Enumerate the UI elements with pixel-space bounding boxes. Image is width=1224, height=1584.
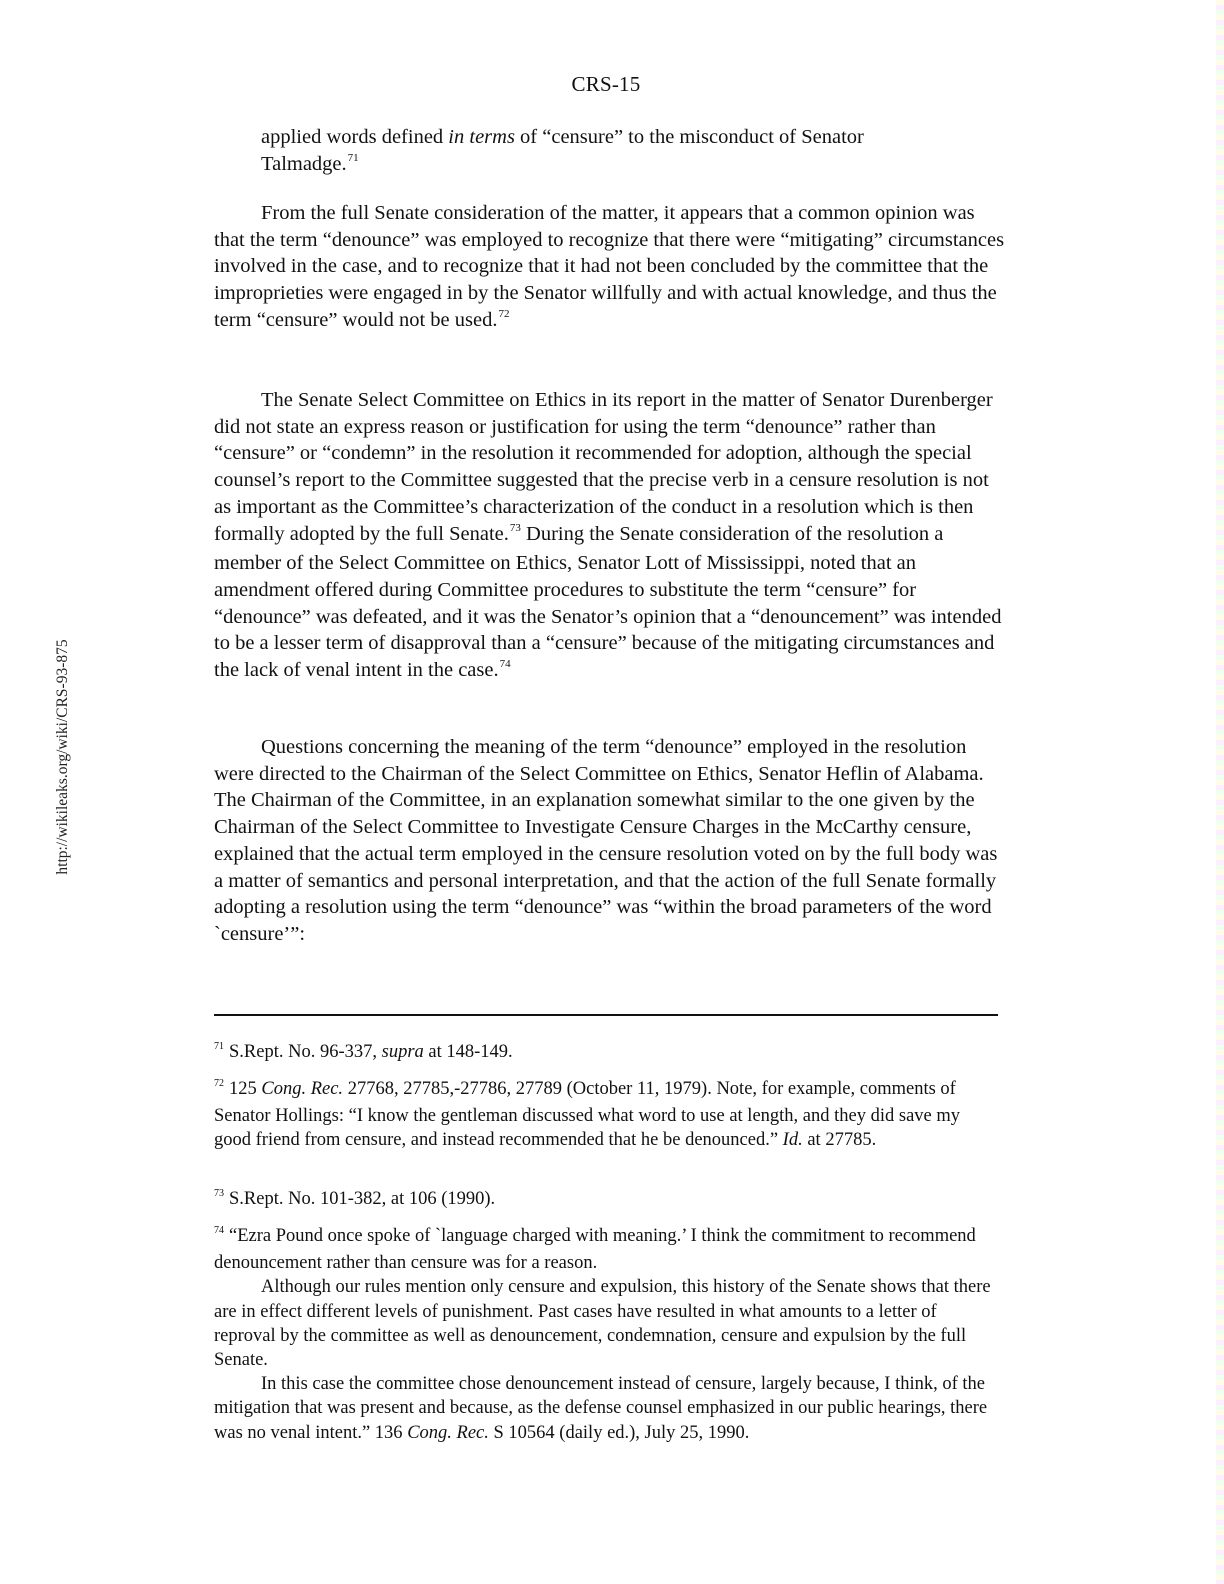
footnote-text: “Ezra Pound once spoke of `language charged with meaning.’ I think the commitment to recommend denouncement rather than censure was for a reason. xyxy=(214,1226,976,1274)
italic-phrase: Cong. Rec. xyxy=(261,1079,344,1099)
footnote-number: 72 xyxy=(214,1078,224,1089)
footnote-74 xyxy=(214,1224,1000,1445)
footnote-number: 73 xyxy=(214,1188,224,1199)
paragraph-text: The Senate Select Committee on Ethics in its report in the matter of Senator Durenberger did not state an express reason or justification for using the term “denounce” rather than “censure” or “condemn” in the resolution it recommended for adoption, although the special counsel’s report to the Committee suggested that the precise verb in a censure resolution is not as important as the Committee’s characterization of the conduct in a resolution which is then formally adopted by the full Senate. xyxy=(214,389,993,545)
footnote-text: 27768, 27785,-27786, 27789 (October 11, 1979). Note, for example, comments of Senator Hollings: “I know the gentleman discussed what word to use at length, and they did save my good friend from censure, and instead recommended that he be denounced.” xyxy=(214,1079,961,1151)
italic-phrase: in terms xyxy=(448,126,515,148)
paragraph-text: From the full Senate consideration of the matter, it appears that a common opinion was that the term “denounce” was employed to recognize that there were “mitigating” circumstances involved in the case, and to recognize that it had not been concluded by the committee that the improprieties were engaged in by the Senator willfully and with actual knowledge, and thus the term “censure” would not be used. xyxy=(214,202,1005,331)
source-url-watermark[interactable]: http://wikileaks.org/wiki/CRS-93-875 xyxy=(54,639,71,875)
paragraph-heflin-questions xyxy=(214,734,1010,948)
footnote-separator xyxy=(214,1014,998,1016)
footnote-text: 125 xyxy=(229,1079,262,1099)
footnote-72 xyxy=(214,1077,1000,1153)
italic-phrase: supra xyxy=(381,1042,424,1062)
footnote-text: at 148-149. xyxy=(423,1042,513,1062)
footnote-text: S.Rept. No. 101-382, at 106 (1990). xyxy=(229,1189,496,1209)
paragraph-text: applied words defined xyxy=(261,126,449,148)
paragraph-text: of “censure” to the misconduct of Senator Talmadge. xyxy=(261,126,864,175)
footnote-ref[interactable]: 73 xyxy=(509,521,521,534)
footnote-ref[interactable]: 74 xyxy=(499,658,511,671)
footnote-ref[interactable]: 71 xyxy=(347,151,359,164)
page-edge-artifact xyxy=(1216,0,1224,1584)
footnote-text: Although our rules mention only censure and expulsion, this history of the Senate shows that there are in effect different levels of punishment. Past cases have resulted in what amounts to a letter of reproval by the committee as well as denouncement, condemnation, censure and expulsion by the full Senate. xyxy=(214,1277,991,1371)
footnote-71 xyxy=(214,1040,1000,1067)
footnote-73 xyxy=(214,1187,1000,1214)
paragraph-text: During the Senate consideration of the resolution a member of the Select Committee on Ethics, Senator Lott of Mississippi, noted that an amendment offered during Committee procedures to substitute the term “censure” for “denounce” was defeated, and it was the Senator’s opinion that a “denouncement” was intended to be a lesser term of disapproval than a “censure” because of the mitigating circumstances and the lack of venal intent in the case. xyxy=(214,522,1002,682)
paragraph-text: Questions concerning the meaning of the term “denounce” employed in the resolution were directed to the Chairman of the Select Committee on Ethics, Senator Heflin of Alabama. The Chairman of the Committee, in an explanation somewhat similar to the one given by the Chairman of the Select Committee to Investigate Censure Charges in the McCarthy censure, explained that the actual term employed in the censure resolution voted on by the full body was a matter of semantics and personal interpretation, and that the action of the full Senate formally adopting a resolution using the term “denounce” was “within the broad parameters of the word `censure’”: xyxy=(214,736,998,945)
paragraph-durenberger xyxy=(214,387,1010,687)
paragraph-denounce-opinion xyxy=(214,200,1010,337)
footnote-text: In this case the committee chose denouncement instead of censure, largely because, I think, of the mitigation that was present and because, as the defense counsel emphasized in our public hearings, there was no venal intent.” 136 xyxy=(214,1374,988,1443)
continued-paragraph xyxy=(261,124,961,180)
italic-phrase: Cong. Rec. xyxy=(407,1422,489,1443)
footnote-number: 71 xyxy=(214,1041,224,1052)
footnote-text: S.Rept. No. 96-337, xyxy=(229,1042,382,1062)
footnote-ref[interactable]: 72 xyxy=(498,307,510,320)
page-number-header: CRS-15 xyxy=(571,72,641,96)
italic-phrase: Id. xyxy=(782,1130,803,1151)
footnote-text: at 27785. xyxy=(802,1130,877,1151)
footnote-number: 74 xyxy=(214,1225,224,1236)
footnote-text: S 10564 (daily ed.), July 25, 1990. xyxy=(488,1422,750,1443)
